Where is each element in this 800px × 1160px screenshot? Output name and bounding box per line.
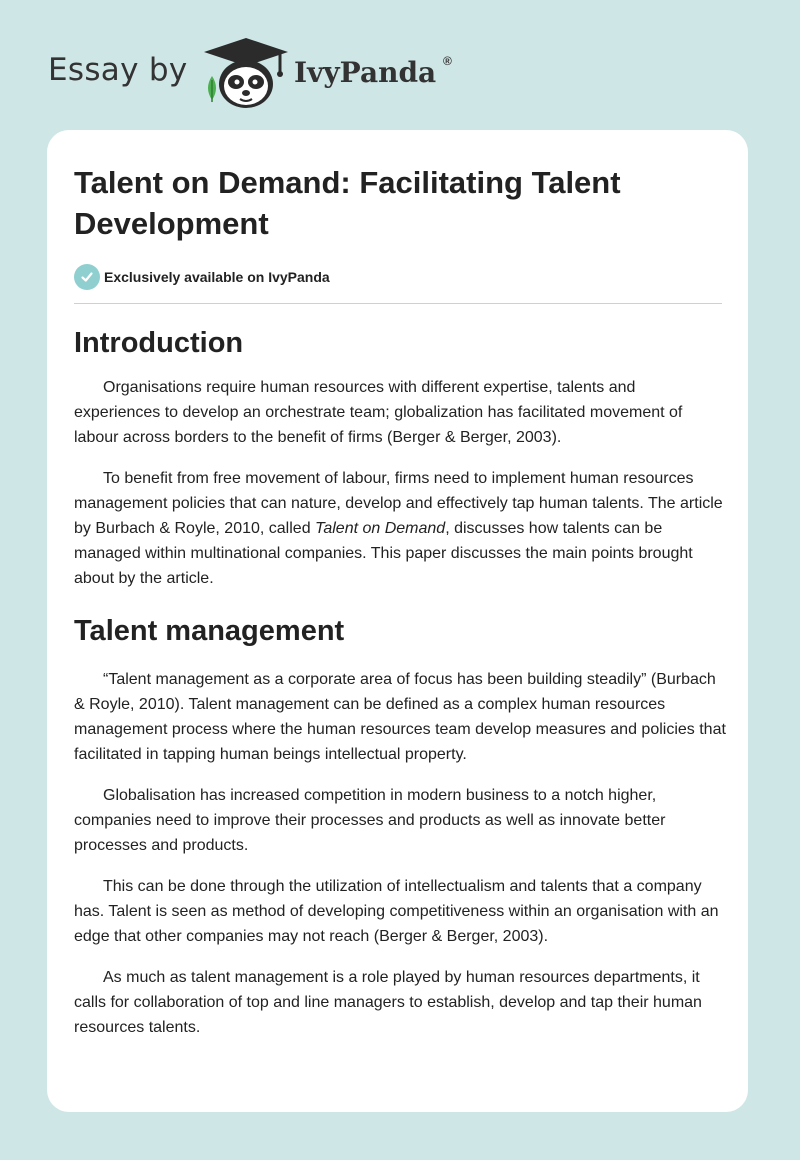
- essay-title: Talent on Demand: Facilitating Talent Development: [74, 165, 621, 241]
- paragraph: [74, 466, 726, 591]
- essay-body: [74, 323, 726, 1040]
- section-heading-talent-management: Talent management: [74, 615, 345, 647]
- essay-card: [47, 130, 748, 1112]
- site-header: [0, 0, 800, 130]
- divider: [74, 303, 722, 304]
- paragraph: “Talent management as a corporate area of focus has been building steadily” (Burbach & Royle, 2010). Talent management can be defined as a complex human resources management process where the human resources team develop measures and policies that facilitated in tapping human beings intellectual property.: [74, 671, 726, 763]
- exclusive-badge: [74, 264, 330, 290]
- essay-by-label: Essay by: [48, 52, 188, 88]
- article-title-italic: Talent on Demand: [315, 520, 446, 537]
- registered-mark: ®: [443, 54, 452, 68]
- paragraph: Organisations require human resources with different expertise, talents and experiences to develop an orchestrate team; globalization has facilitated movement of labour across borders to the benefit of firms (Berger & Berger, 2003).: [74, 379, 683, 446]
- badge-text: Exclusively available on IvyPanda: [104, 269, 330, 285]
- check-icon: [74, 264, 100, 290]
- section-heading-introduction: Introduction: [74, 327, 244, 359]
- brand-name[interactable]: IvyPanda: [294, 56, 437, 89]
- paragraph-text: To benefit from free movement of labour, firms need to implement human resources management policies that can nature, develop and effectively tap human talents. The article by Burbach & Royle, 2010, called: [74, 470, 723, 537]
- paragraph: Globalisation has increased competition in modern business to a notch higher, companies need to improve their processes and products as well as innovate better processes and products.: [74, 787, 666, 854]
- panda-logo-icon[interactable]: [200, 36, 292, 110]
- paragraph: This can be done through the utilization of intellectualism and talents that a company has. Talent is seen as method of developing competitiveness within an organisation with an edge that other companies may not reach (Berger & Berger, 2003).: [74, 878, 719, 945]
- paragraph: As much as talent management is a role played by human resources departments, it calls for collaboration of top and line managers to establish, develop and tap their human resources talents.: [74, 969, 702, 1036]
- paragraph-text: , discusses how talents can be managed within multinational companies. This paper discusses the main points brought about by the article.: [74, 520, 693, 587]
